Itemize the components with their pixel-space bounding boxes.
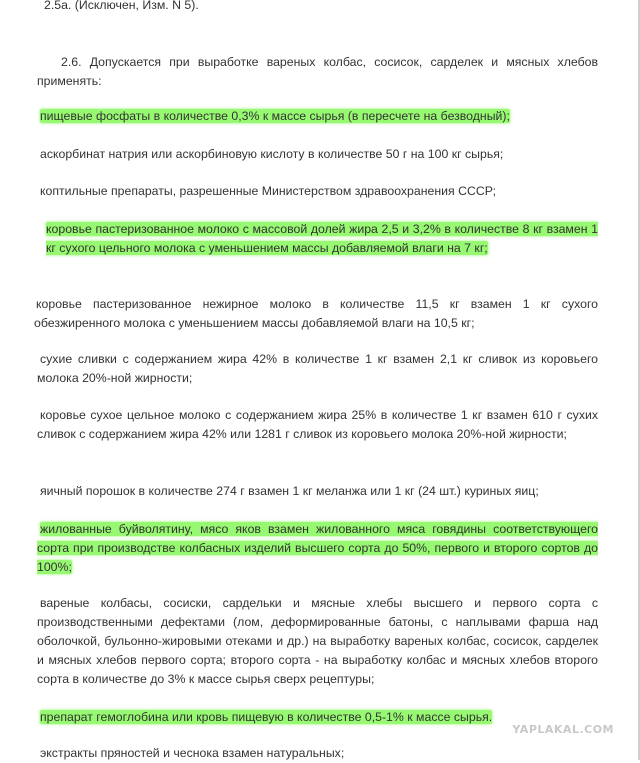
highlighted-text: коровье пастеризованное молоко с массовой долей жира 2,5 и 3,2% в количестве 8 кг взамен 1 кг сухого цельного молока с уменьшением массы добавляемой влаги на 7 кг; (46, 222, 598, 255)
paragraph-skim-milk (34, 295, 598, 333)
paragraph-egg (37, 482, 598, 501)
paragraph-text: коровье сухое цельное молоко с содержанием жира 25% в количестве 1 кг взамен 610 г сухих сливок с содержанием жира 42% или 1281 г сливок из коровьего молока 20%-ной жирности; (37, 408, 598, 441)
paragraph-text: сухие сливки с содержанием жира 42% в количестве 1 кг взамен 2,1 кг сливок из коровьего молока 20%-ной жирности; (37, 352, 598, 385)
paragraph-phosphates (37, 107, 598, 126)
paragraph-text: 2.6. Допускается при выработке вареных колбас, сосисок, сарделек и мясных хлебов применять: (37, 55, 598, 88)
paragraph-2-5a (37, 0, 598, 15)
paragraph-text: вареные колбасы, сосиски, сардельки и мясные хлебы высшего и первого сорта с производственными дефектами (лом, деформированные батоны, с наплывами фарша над оболочкой, бульонно-жировыми отеками и др.) на выработку вареных колбас, сосисок, сарделек и мясных хлебов первого сорта; второго сорта - на выработку колбас и мясных хлебов второго сорта в количестве до 3% к массе сырья сверх рецептуры; (37, 596, 598, 686)
highlighted-text: препарат гемоглобина или кровь пищевую в количестве 0,5-1% к массе сырья. (40, 710, 493, 724)
paragraph-text: яичный порошок в количестве 274 г взамен 1 кг меланжа или 1 кг (24 шт.) куриных яиц; (40, 484, 539, 498)
paragraph-text: коровье пастеризованное нежирное молоко в количестве 11,5 кг взамен 1 кг сухого обезжиренного молока с уменьшением массы добавляемой влаги на 10,5 кг; (34, 297, 598, 330)
paragraph-defects (37, 594, 598, 689)
paragraph-dry-cream (37, 350, 598, 388)
paragraph-text: 2.5а. (Исключен, Изм. N 5). (44, 0, 199, 12)
watermark-logo: YAPLAKAL.COM (512, 723, 614, 736)
paragraph-smoke (37, 182, 598, 201)
paragraph-buffalo (37, 520, 598, 577)
paragraph-text: коптильные препараты, разрешенные Министерством здравоохранения СССР; (40, 184, 497, 198)
paragraph-ascorbinate (37, 145, 598, 164)
paragraph-text: экстракты пряностей и чеснока взамен натуральных; (40, 746, 345, 760)
paragraph-2-6 (37, 53, 598, 91)
paragraph-dry-milk (37, 406, 598, 444)
paragraph-extracts (37, 744, 598, 763)
paragraph-pasteurized-milk (46, 220, 598, 258)
paragraph-text: аскорбинат натрия или аскорбиновую кислоту в количестве 50 г на 100 кг сырья; (40, 147, 504, 161)
highlighted-text: жилованные буйволятину, мясо яков взамен жилованного мяса говядины соответствующего сорта при производстве колбасных изделий высшего сорта до 50%, первого и второго сортов до 100%; (37, 522, 598, 574)
highlighted-text: пищевые фосфаты в количестве 0,3% к массе сырья (в пересчете на безводный); (40, 109, 510, 123)
